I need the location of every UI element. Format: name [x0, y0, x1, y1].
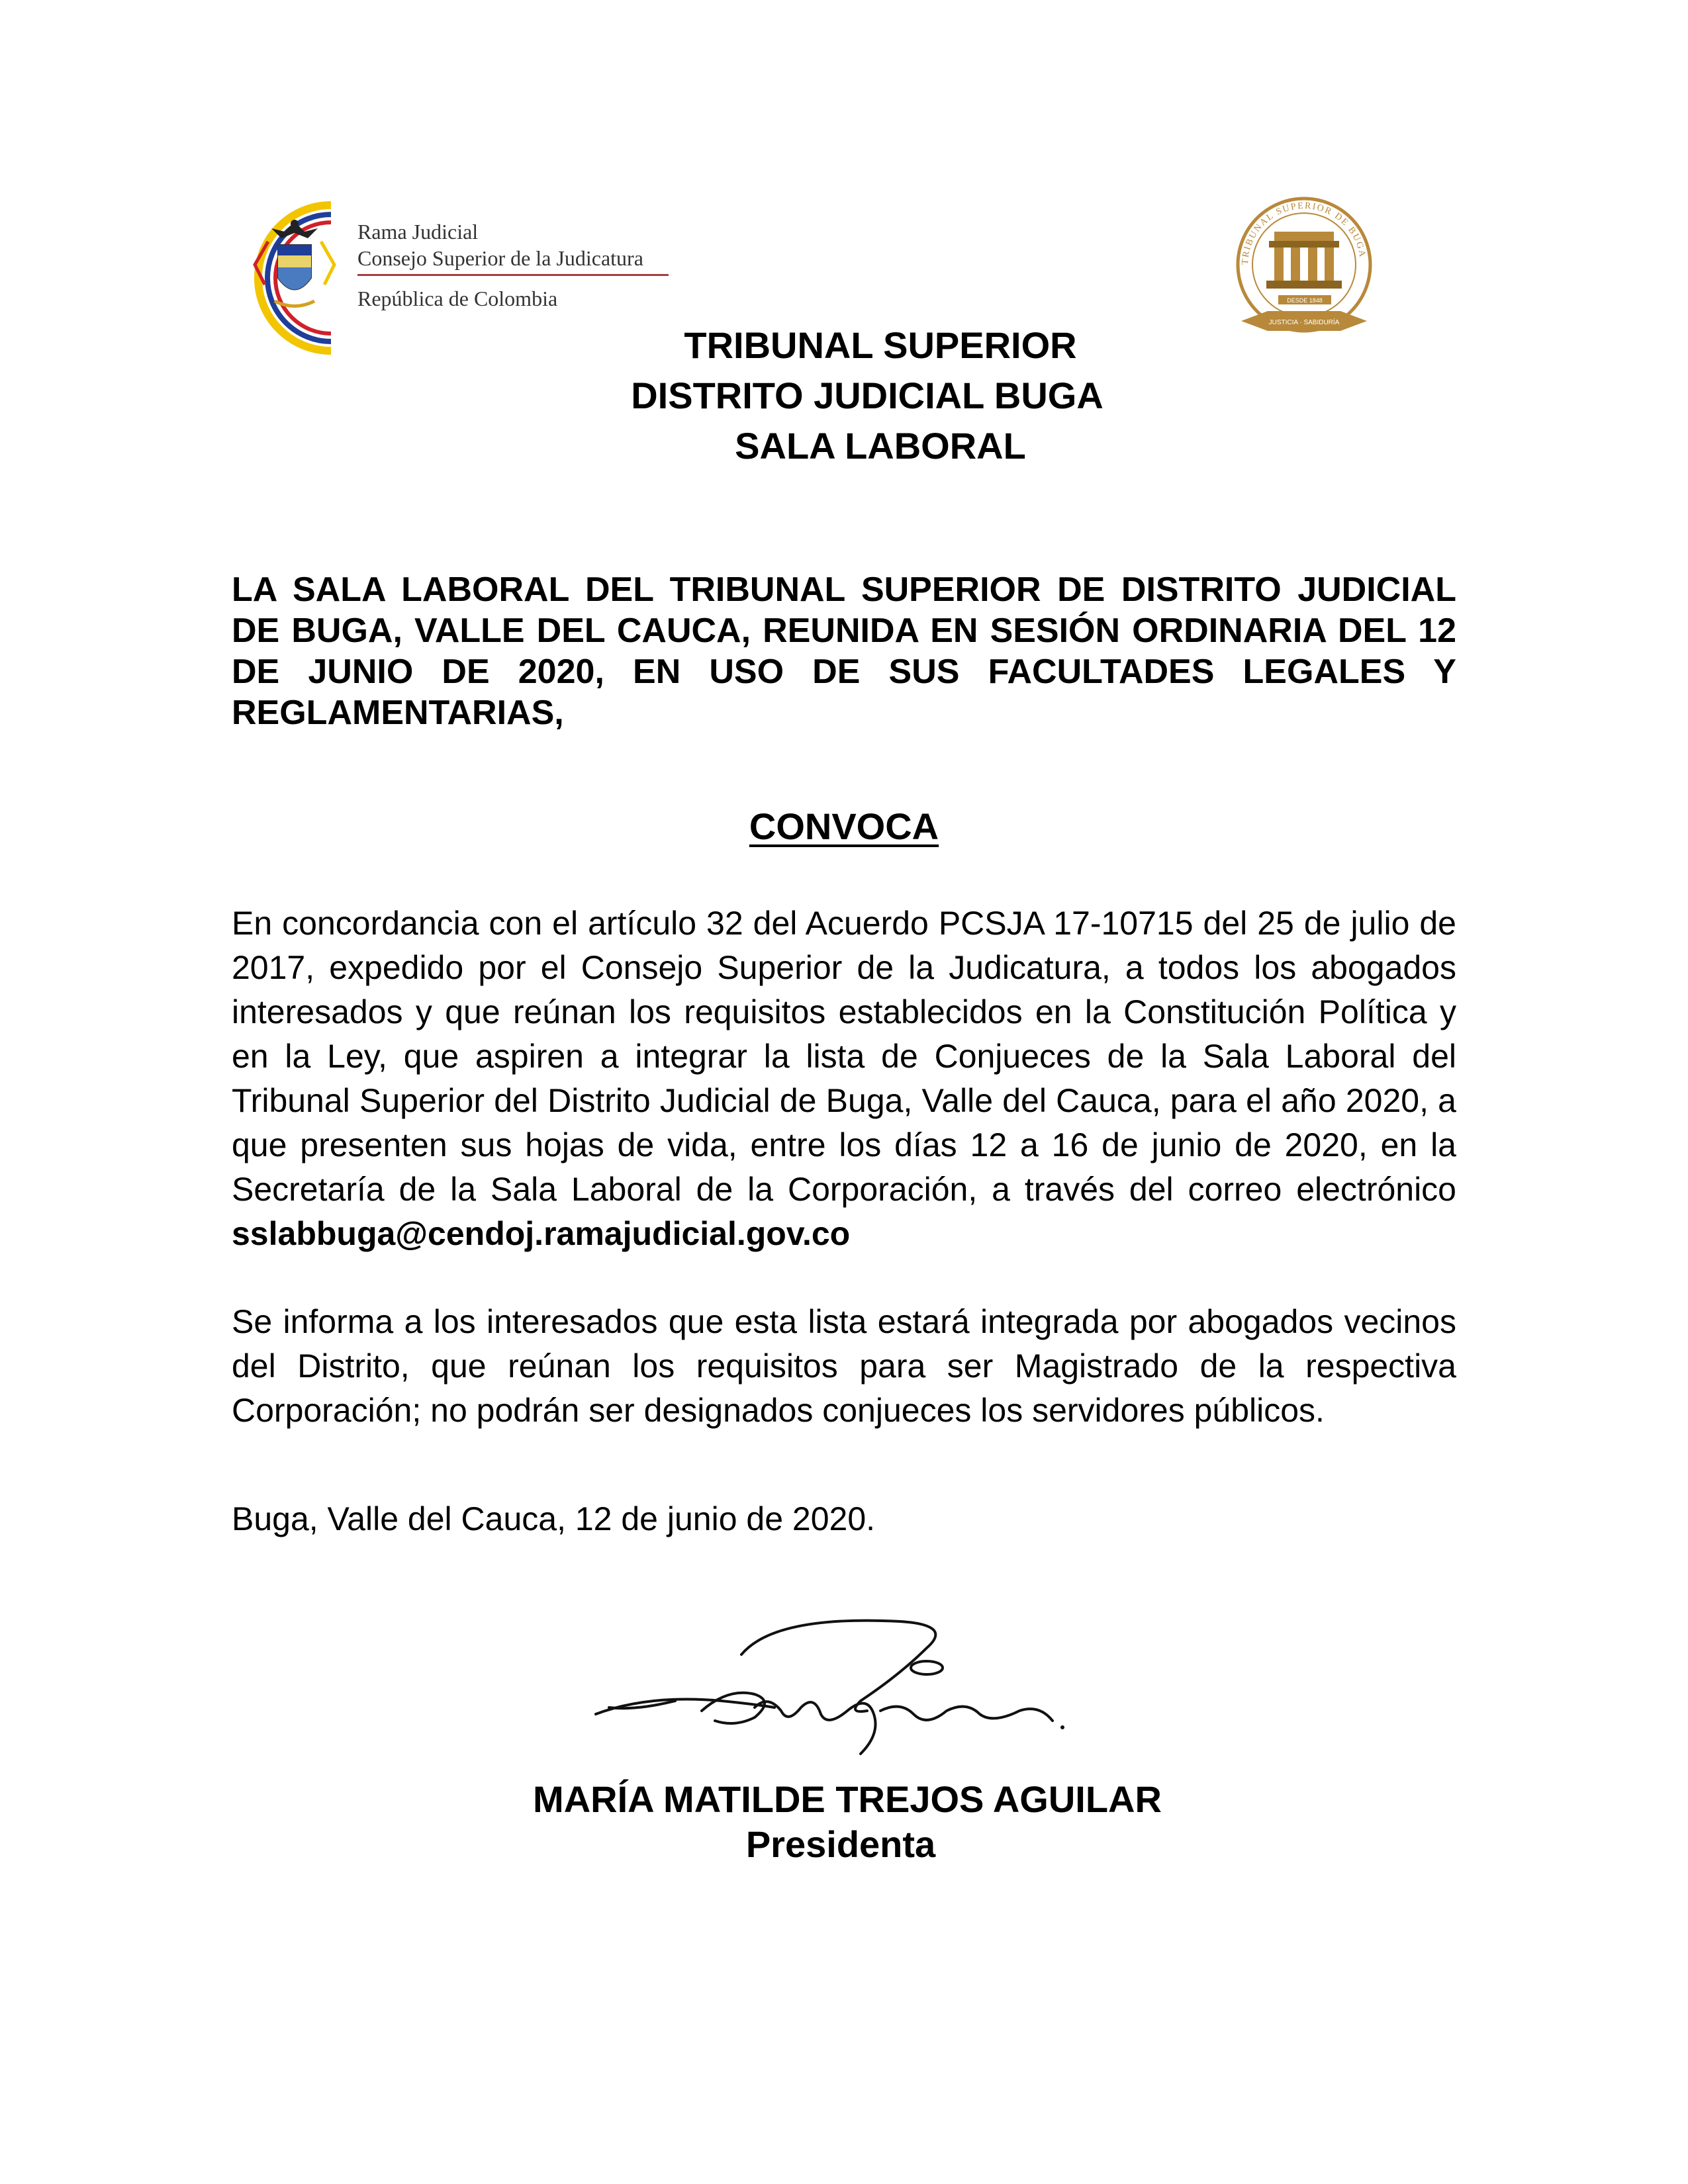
signer-role: Presidenta	[745, 1823, 936, 1865]
signature-icon	[556, 1595, 1152, 1767]
header-sala: SALA LABORAL	[735, 425, 1026, 467]
logo-line-consejo: Consejo Superior de la Judicatura	[357, 246, 643, 270]
body-paragraph-1	[232, 901, 1456, 1256]
handwritten-signature	[556, 1595, 1152, 1767]
convoca-text: CONVOCA	[749, 805, 939, 847]
tribunal-buga-seal	[1228, 185, 1380, 351]
convoca-heading	[232, 805, 1456, 848]
seal-motto: JUSTICIA · SABIDURÍA	[1268, 319, 1340, 326]
date-line: Buga, Valle del Cauca, 12 de junio de 2020.	[232, 1500, 876, 1537]
colombia-coat-of-arms-icon	[232, 192, 357, 364]
body-paragraph-2: Se informa a los interesados que esta lista estará integrada por abogados vecinos del Distrito, que reúnan los requisitos para ser Magistrado de la respectiva Corporación; no podrán ser designados conjueces los servidores públicos.	[232, 1303, 1456, 1429]
logo-divider	[357, 274, 669, 276]
header-distrito: DISTRITO JUDICIAL BUGA	[631, 375, 1103, 416]
logo-line-rama: Rama Judicial	[357, 220, 479, 244]
seal-year: DESDE 1848	[1287, 297, 1323, 304]
contact-email[interactable]: sslabbuga@cendoj.ramajudicial.gov.co	[232, 1215, 851, 1252]
rama-judicial-logo	[232, 192, 682, 364]
intro-paragraph: LA SALA LABORAL DEL TRIBUNAL SUPERIOR DE DISTRITO JUDICIAL DE BUGA, VALLE DEL CAUCA, REUNIDA EN SESIÓN ORDINARIA DEL 12 DE JUNIO DE 2020, EN USO DE SUS FACULTADES LEGALES Y REGLAMENTARIAS,	[232, 570, 1456, 732]
paragraph-1-text: En concordancia con el artículo 32 del Acuerdo PCSJA 17-10715 del 25 de julio de 2017, expedido por el Consejo Superior de la Judicatura, a todos los abogados interesados y que reúnan los requisitos establecidos en la Constitución Política y en la Ley, que aspiren a integrar la lista de Conjueces de la Sala Laboral del Tribunal Superior del Distrito Judicial de Buga, Valle del Cauca, para el año 2020, a que presenten sus hojas de vida, entre los días 12 a 16 de junio de 2020, en la Secretaría de la Sala Laboral de la Corporación, a través del correo electrónico	[232, 905, 1456, 1208]
seal-ring-text: TRIBUNAL SUPERIOR DE BUGA	[1240, 201, 1368, 265]
header-tribunal: TRIBUNAL SUPERIOR	[684, 324, 1077, 366]
signer-name: MARÍA MATILDE TREJOS AGUILAR	[533, 1778, 1162, 1820]
courthouse-seal-icon	[1228, 185, 1380, 351]
logo-line-republica: República de Colombia	[357, 287, 558, 310]
